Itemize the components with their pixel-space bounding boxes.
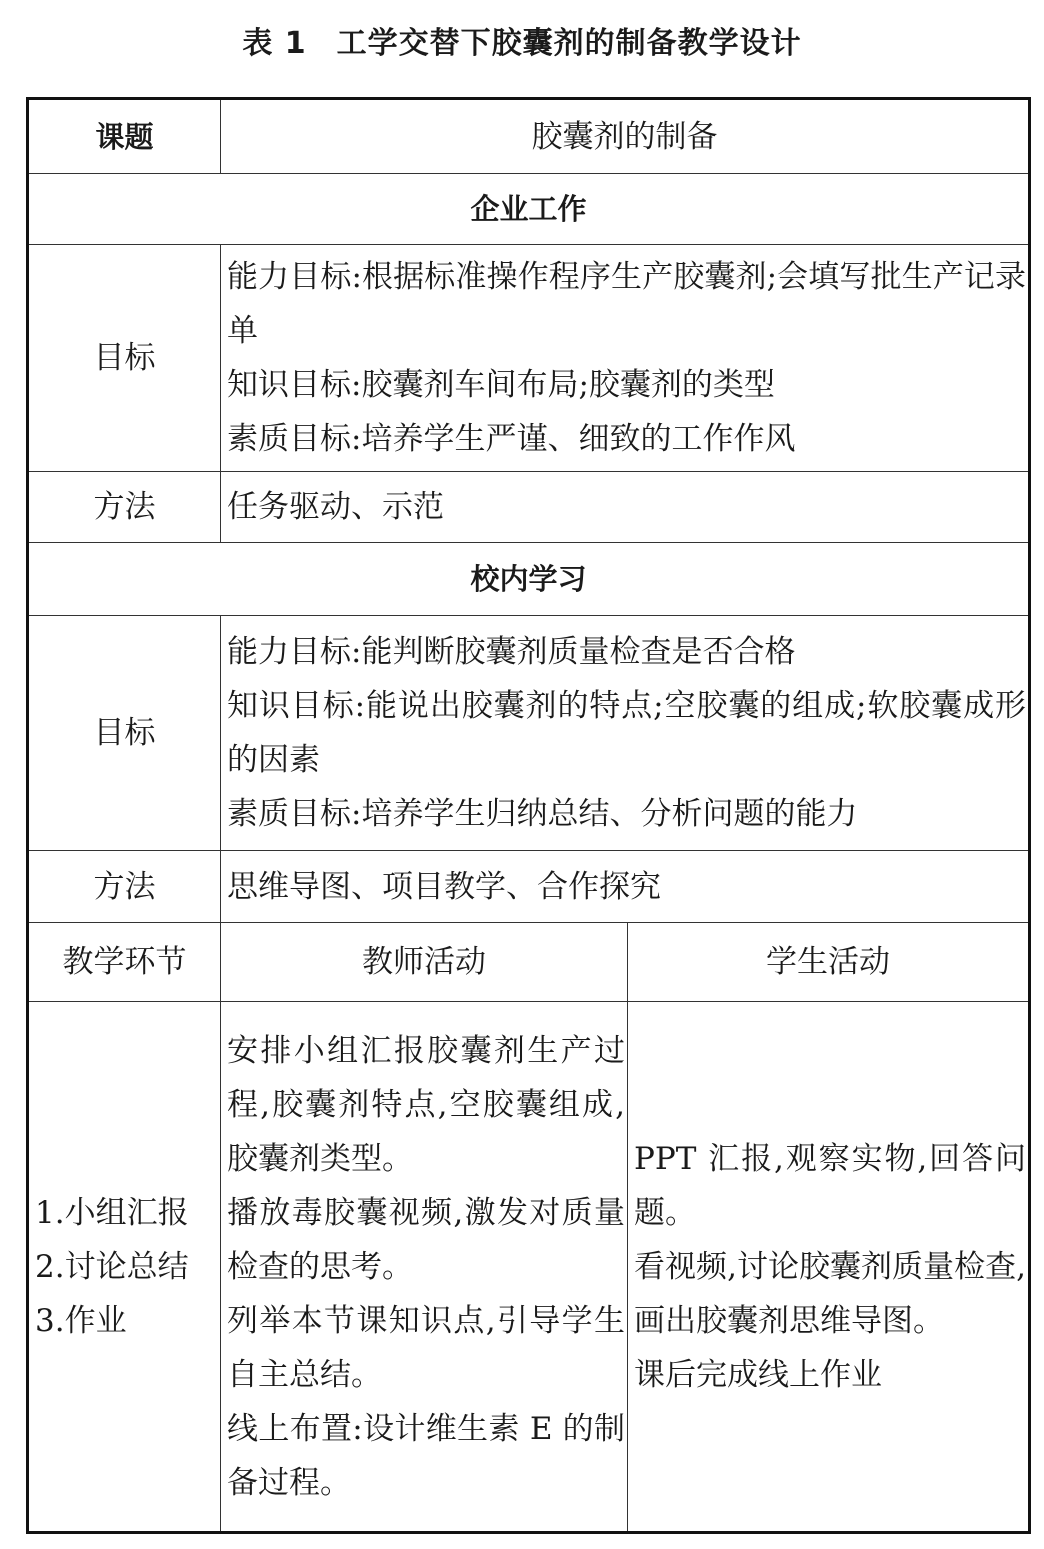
table-row <box>28 174 1030 245</box>
student-activity-item: 看视频,讨论胶囊剂质量检查,画出胶囊剂思维导图。 <box>634 1248 1026 1339</box>
topic-value: 胶囊剂的制备 <box>221 99 1030 174</box>
table-row <box>28 543 1030 616</box>
school-heading: 校内学习 <box>28 543 1030 616</box>
school-goal-line: 素质目标:培养学生归纳总结、分析问题的能力 <box>227 796 858 832</box>
table-row <box>28 851 1030 923</box>
enterprise-heading: 企业工作 <box>28 174 1030 245</box>
table-row <box>28 245 1030 472</box>
enterprise-goal-line: 能力目标:根据标准操作程序生产胶囊剂;会填写批生产记录单 <box>227 259 1026 349</box>
enterprise-method-value: 任务驱动、示范 <box>221 472 1030 543</box>
teacher-activity-item: 线上布置:设计维生素 E 的制备过程。 <box>227 1410 625 1501</box>
enterprise-goal-label: 目标 <box>28 245 221 472</box>
teacher-activity-item: 安排小组汇报胶囊剂生产过程,胶囊剂特点,空胶囊组成,胶囊剂类型。 <box>227 1032 625 1177</box>
teacher-activity-item: 播放毒胶囊视频,激发对质量检查的思考。 <box>227 1194 625 1285</box>
school-goal-line: 知识目标:能说出胶囊剂的特点;空胶囊的组成;软胶囊成形的因素 <box>227 688 1026 778</box>
school-goal-content <box>221 616 1030 851</box>
step-item: 2.讨论总结 <box>35 1248 189 1285</box>
school-method-value: 思维导图、项目教学、合作探究 <box>221 851 1030 923</box>
table-row <box>28 99 1030 174</box>
header-student-activity: 学生活动 <box>628 923 1030 1002</box>
table-title: 工学交替下胶囊剂的制备教学设计 <box>336 26 802 61</box>
table-row <box>28 923 1030 1002</box>
table-number: 表 1 <box>242 26 307 61</box>
school-method-label: 方法 <box>28 851 221 923</box>
lesson-design-table <box>26 97 1031 1534</box>
student-activity-item: 课后完成线上作业 <box>634 1356 882 1393</box>
enterprise-goal-line: 素质目标:培养学生严谨、细致的工作作风 <box>227 421 796 457</box>
step-item: 3.作业 <box>35 1302 127 1339</box>
enterprise-goal-content <box>221 245 1030 472</box>
enterprise-method-label: 方法 <box>28 472 221 543</box>
table-row <box>28 616 1030 851</box>
student-activity-cell <box>628 1002 1030 1533</box>
student-activity-item: PPT 汇报,观察实物,回答问题。 <box>634 1140 1026 1231</box>
table-caption <box>0 18 1044 62</box>
table-row <box>28 1002 1030 1533</box>
step-item: 1.小组汇报 <box>35 1194 189 1231</box>
header-teacher-activity: 教师活动 <box>221 923 628 1002</box>
topic-label: 课题 <box>28 99 221 174</box>
enterprise-goal-line: 知识目标:胶囊剂车间布局;胶囊剂的类型 <box>227 367 775 403</box>
school-goal-label: 目标 <box>28 616 221 851</box>
steps-cell <box>28 1002 221 1533</box>
header-teaching-step: 教学环节 <box>28 923 221 1002</box>
table-row <box>28 472 1030 543</box>
teacher-activity-cell <box>221 1002 628 1533</box>
teacher-activity-item: 列举本节课知识点,引导学生自主总结。 <box>227 1302 625 1393</box>
school-goal-line: 能力目标:能判断胶囊剂质量检查是否合格 <box>227 634 796 670</box>
